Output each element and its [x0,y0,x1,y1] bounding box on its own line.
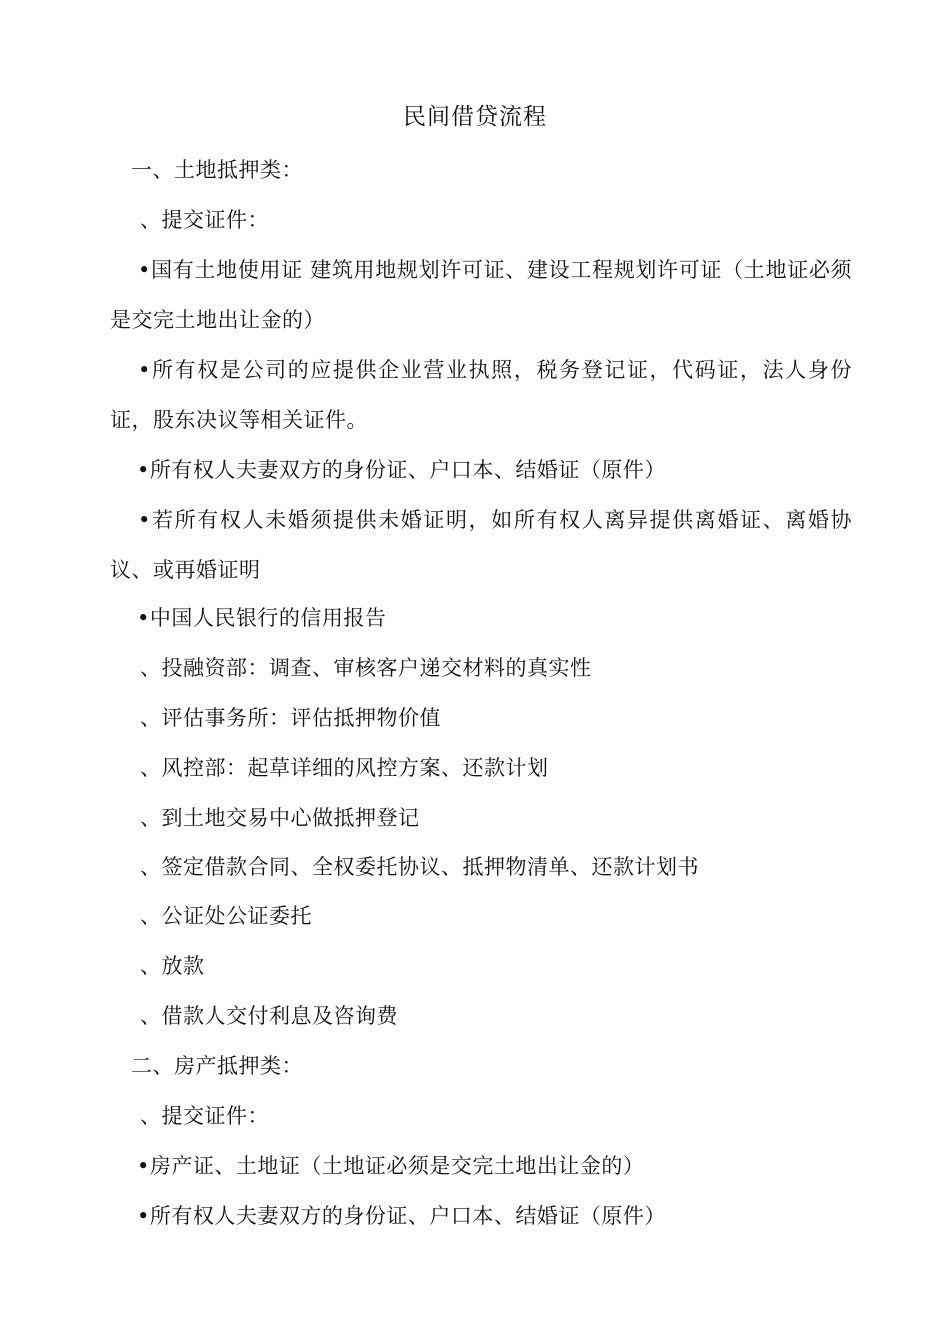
bullet-property-certificate: •房产证、土地证（土地证必须是交完土地出让金的） [137,1154,645,1178]
bullet-credit-report: •中国人民银行的信用报告 [137,606,387,630]
step-appraisal: 、评估事务所：评估抵押物价值 [140,706,441,730]
step-risk-control: 、风控部：起草详细的风控方案、还款计划 [140,756,549,780]
section-heading-land: 一、土地抵押类： [131,158,303,182]
step-submit-documents: 、提交证件： [140,208,269,232]
step-notarization: 、公证处公证委托 [140,904,312,928]
step-mortgage-registration: 、到土地交易中心做抵押登记 [140,806,420,830]
step-loan-disbursement: 、放款 [140,954,205,978]
bullet-land-use-certificate: •国有土地使用证 建筑用地规划许可证、建设工程规划许可证（土地证必须是交完土地出让金的） [110,258,852,332]
step-investment-review: 、投融资部：调查、审核客户递交材料的真实性 [140,656,592,680]
section-heading-property: 二、房产抵押类： [131,1054,303,1078]
bullet-spouse-id: •所有权人夫妻双方的身份证、户口本、结婚证（原件） [137,458,666,482]
bullet-marital-status: •若所有权人未婚须提供未婚证明，如所有权人离异提供离婚证、离婚协议、或再婚证明 [110,508,852,582]
step-pay-interest: 、借款人交付利息及咨询费 [140,1004,398,1028]
bullet-spouse-id-property: •所有权人夫妻双方的身份证、户口本、结婚证（原件） [137,1204,666,1228]
step-submit-documents-property: 、提交证件： [140,1104,269,1128]
step-sign-contracts: 、签定借款合同、全权委托协议、抵押物清单、还款计划书 [140,855,699,879]
document-title: 民间借贷流程 [403,104,547,130]
bullet-company-documents: •所有权是公司的应提供企业营业执照，税务登记证，代码证，法人身份证，股东决议等相关证件。 [110,358,852,432]
